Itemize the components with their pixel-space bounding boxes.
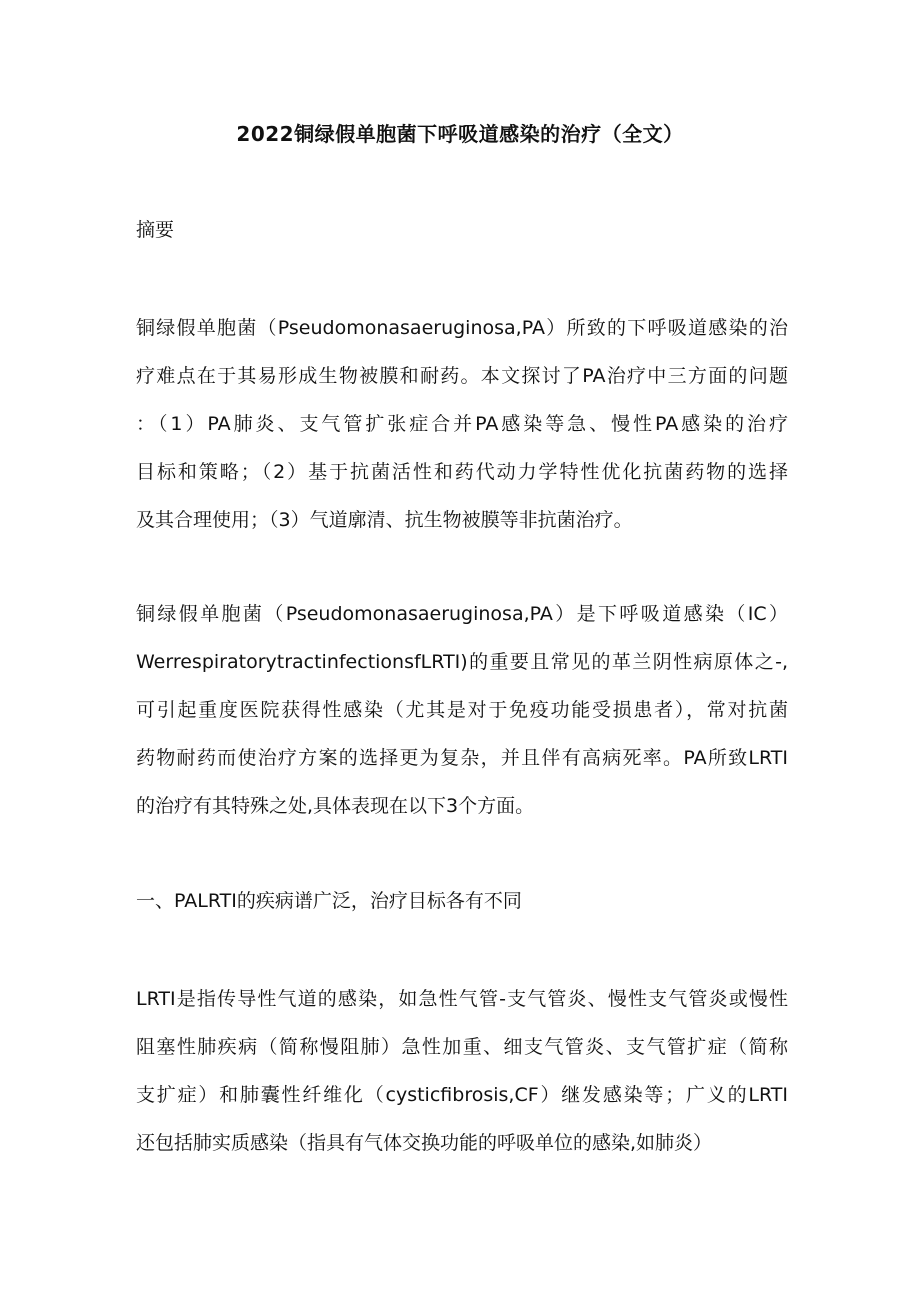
abstract-heading: 摘要 bbox=[136, 219, 175, 241]
abstract-paragraph bbox=[136, 304, 788, 544]
paragraph-line: 目标和策略；（2）基于抗菌活性和药代动力学特性优化抗菌药物的选择 bbox=[136, 461, 788, 483]
intro-paragraph bbox=[136, 590, 788, 830]
paragraph-line: 铜绿假单胞菌（Pseudomonasaeruginosa,PA）所致的下呼吸道感染的治 bbox=[136, 317, 788, 339]
paragraph-line: 还包括肺实质感染（指具有气体交换功能的呼吸单位的感染,如肺炎） bbox=[136, 1132, 713, 1154]
document-title: 2022铜绿假单胞菌下呼吸道感染的治疗（全文） bbox=[236, 122, 684, 146]
paragraph-line: ：（1）PA肺炎、支气管扩张症合并PA感染等急、慢性PA感染的治疗 bbox=[136, 413, 788, 435]
paragraph-line: 疗难点在于其易形成生物被膜和耐药。本文探讨了PA治疗中三方面的问题 bbox=[136, 365, 788, 387]
paragraph-line: 药物耐药而使治疗方案的选择更为复杂，并且伴有高病死率。PA所致LRTI bbox=[136, 747, 788, 769]
paragraph-line: 铜绿假单胞菌（Pseudomonasaeruginosa,PA）是下呼吸道感染（IC） bbox=[136, 603, 788, 625]
section-paragraph bbox=[136, 975, 788, 1167]
paragraph-line: 阻塞性肺疾病（简称慢阻肺）急性加重、细支气管炎、支气管扩症（简称 bbox=[136, 1036, 788, 1058]
paragraph-line: LRTI是指传导性气道的感染，如急性气管-支气管炎、慢性支气管炎或慢性 bbox=[136, 988, 788, 1010]
paragraph-line: 的治疗有其特殊之处,具体表现在以下3个方面。 bbox=[136, 795, 535, 817]
paragraph-line: WerrespiratorytractinfectionsfLRTI)的重要且常见的革兰阴性病原体之-, bbox=[136, 651, 788, 673]
section-heading: 一、PALRTI的疾病谱广泛，治疗目标各有不同 bbox=[136, 890, 522, 912]
paragraph-line: 可引起重度医院获得性感染（尤其是对于免疫功能受损患者），常对抗菌 bbox=[136, 699, 788, 721]
paragraph-line: 及其合理使用；（3）气道廓清、抗生物被膜等非抗菌治疗。 bbox=[136, 509, 633, 531]
paragraph-line: 支扩症）和肺囊性纤维化（cysticfibrosis,CF）继发感染等；广义的LRTI bbox=[136, 1084, 788, 1106]
